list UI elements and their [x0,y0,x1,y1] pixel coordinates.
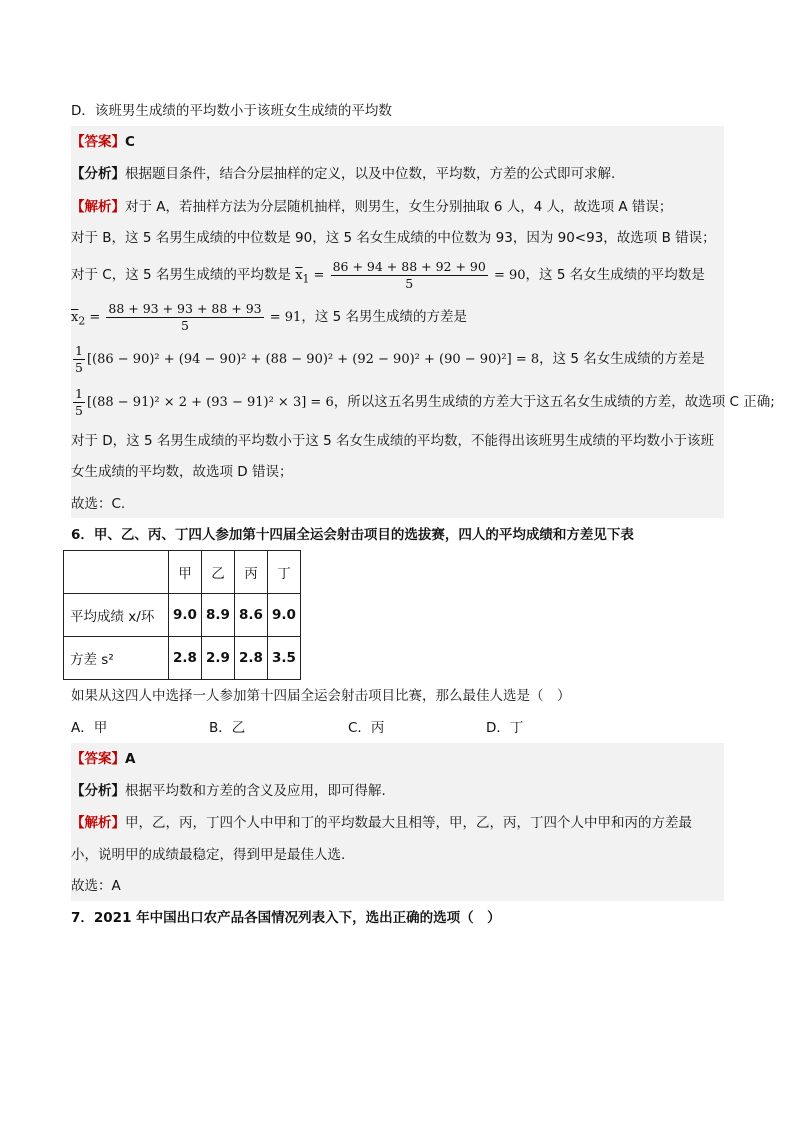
q5-solution-line-3: 对于 C，这 5 名男生成绩的平均数是 $\overline{x}_1$ = $\frac{86 + 94 + 88 + 92 + 90}{5}$ = 90，这 5 名女生成绩的平均数是 [71,259,705,291]
q5-choice: 故选：C. [71,496,126,512]
row-label-variance: 方差 s² [64,637,169,680]
header-ding: 丁 [268,551,301,594]
solution-text: 甲，乙，丙，丁四个人中甲和丁的平均数最大且相等，甲，乙，丙，丁四个人中甲和丙的方差最 [125,815,692,831]
q6-option-d: D．丁 [486,720,524,736]
q5-solution-line-7: 对于 D，这 5 名男生成绩的平均数小于这 5 名女生成绩的平均数，不能得出该班男生成绩的平均数小于该班 [71,433,715,449]
q5-solution-line-6: $\frac{1}{5}$ [(88 − 91)² × 2 + (93 − 91)² × 3] = 6，所以这五名男生成绩的方差大于这五名女生成绩的方差，故选项 C 正确; [71,385,775,420]
row-label-mean: 平均成绩 x/环 [64,594,169,637]
q5-solution-line-2: 对于 B，这 5 名男生成绩的中位数是 90，这 5 名女生成绩的中位数为 93，因为 90<93，故选项 B 错误； [71,230,716,246]
header-bing: 丙 [235,551,268,594]
male-variance-formula: $\frac{1}{5}$ [(86 − 90)² + (94 − 90)² + (88 − 90)² + (92 − 90)² + (90 − 90)²] = 8 [75,343,540,375]
solution-tag: 【解析】 [71,815,125,831]
q6-solution-line-2: 小，说明甲的成绩最稳定，得到甲是最佳人选. [71,847,346,863]
q6-stem: 6．甲、乙、丙、丁四人参加第十四届全运会射击项目的选拔赛，四人的平均成绩和方差见下表 [71,527,634,543]
q6-analysis-line [71,781,386,801]
answer-value: A [125,751,136,767]
q6-answer-line [71,749,135,769]
q6-question: 如果从这四人中选择一人参加第十四届全运会射击项目比赛，那么最佳人选是（ ） [71,688,571,704]
q6-solution-line-1 [71,813,692,833]
answer-tag: 【答案】 [71,134,125,150]
q5-answer-line [71,132,135,152]
q6-option-c: C．丙 [348,720,385,736]
header-yi: 乙 [202,551,235,594]
q5-analysis-line [71,164,615,184]
q6-choice: 故选：A [71,878,121,894]
answer-value: C [125,134,135,150]
q5-solution-line-8: 女生成绩的平均数，故选项 D 错误； [71,464,293,480]
q6-option-b: B．乙 [209,720,246,736]
table-row: 方差 s² 2.8 2.9 2.8 3.5 [64,637,301,680]
q5-solution-line-1 [71,197,672,217]
female-variance-formula: $\frac{1}{5}$ [(88 − 91)² × 2 + (93 − 91)² × 3] = 6 [75,386,334,418]
solution-text: 对于 A，若抽样方法为分层随机抽样，则男生，女生分别抽取 6 人，4 人，故选项 A 错误； [125,199,673,215]
q6-option-a: A．甲 [71,720,108,736]
q7-stem: 7．2021 年中国出口农产品各国情况列表入下，选出正确的选项（ ） [71,910,501,926]
q5-solution-line-4: $\overline{x}_2$ = $\frac{88 + 93 + 93 + 88 + 93}{5}$ = 91，这 5 名男生成绩的方差是 [71,301,468,333]
scores-table [63,550,301,680]
table-row: 平均成绩 x/环 9.0 8.9 8.6 9.0 [64,594,301,637]
header-jia: 甲 [169,551,202,594]
solution-tag: 【解析】 [71,199,125,215]
analysis-tag: 【分析】 [71,783,125,799]
analysis-tag: 【分析】 [71,166,125,182]
analysis-text: 根据平均数和方差的含义及应用，即可得解. [125,783,386,799]
x1-mean-formula: $\overline{x}_1$ = $\frac{86 + 94 + 88 + 92 + 90}{5}$ = 90 [295,259,526,291]
table-header-row [64,551,301,594]
x2-mean-formula: $\overline{x}_2$ = $\frac{88 + 93 + 93 + 88 + 93}{5}$ = 91 [71,301,302,333]
q5-option-d: D．该班男生成绩的平均数小于该班女生成绩的平均数 [71,103,392,119]
analysis-text: 根据题目条件，结合分层抽样的定义，以及中位数，平均数，方差的公式即可求解. [125,166,616,182]
answer-tag: 【答案】 [71,751,125,767]
q5-solution-line-5: $\frac{1}{5}$ [(86 − 90)² + (94 − 90)² + (88 − 90)² + (92 − 90)² + (90 − 90)²] = 8，这 5 名女生成绩的方差是 [71,342,705,377]
